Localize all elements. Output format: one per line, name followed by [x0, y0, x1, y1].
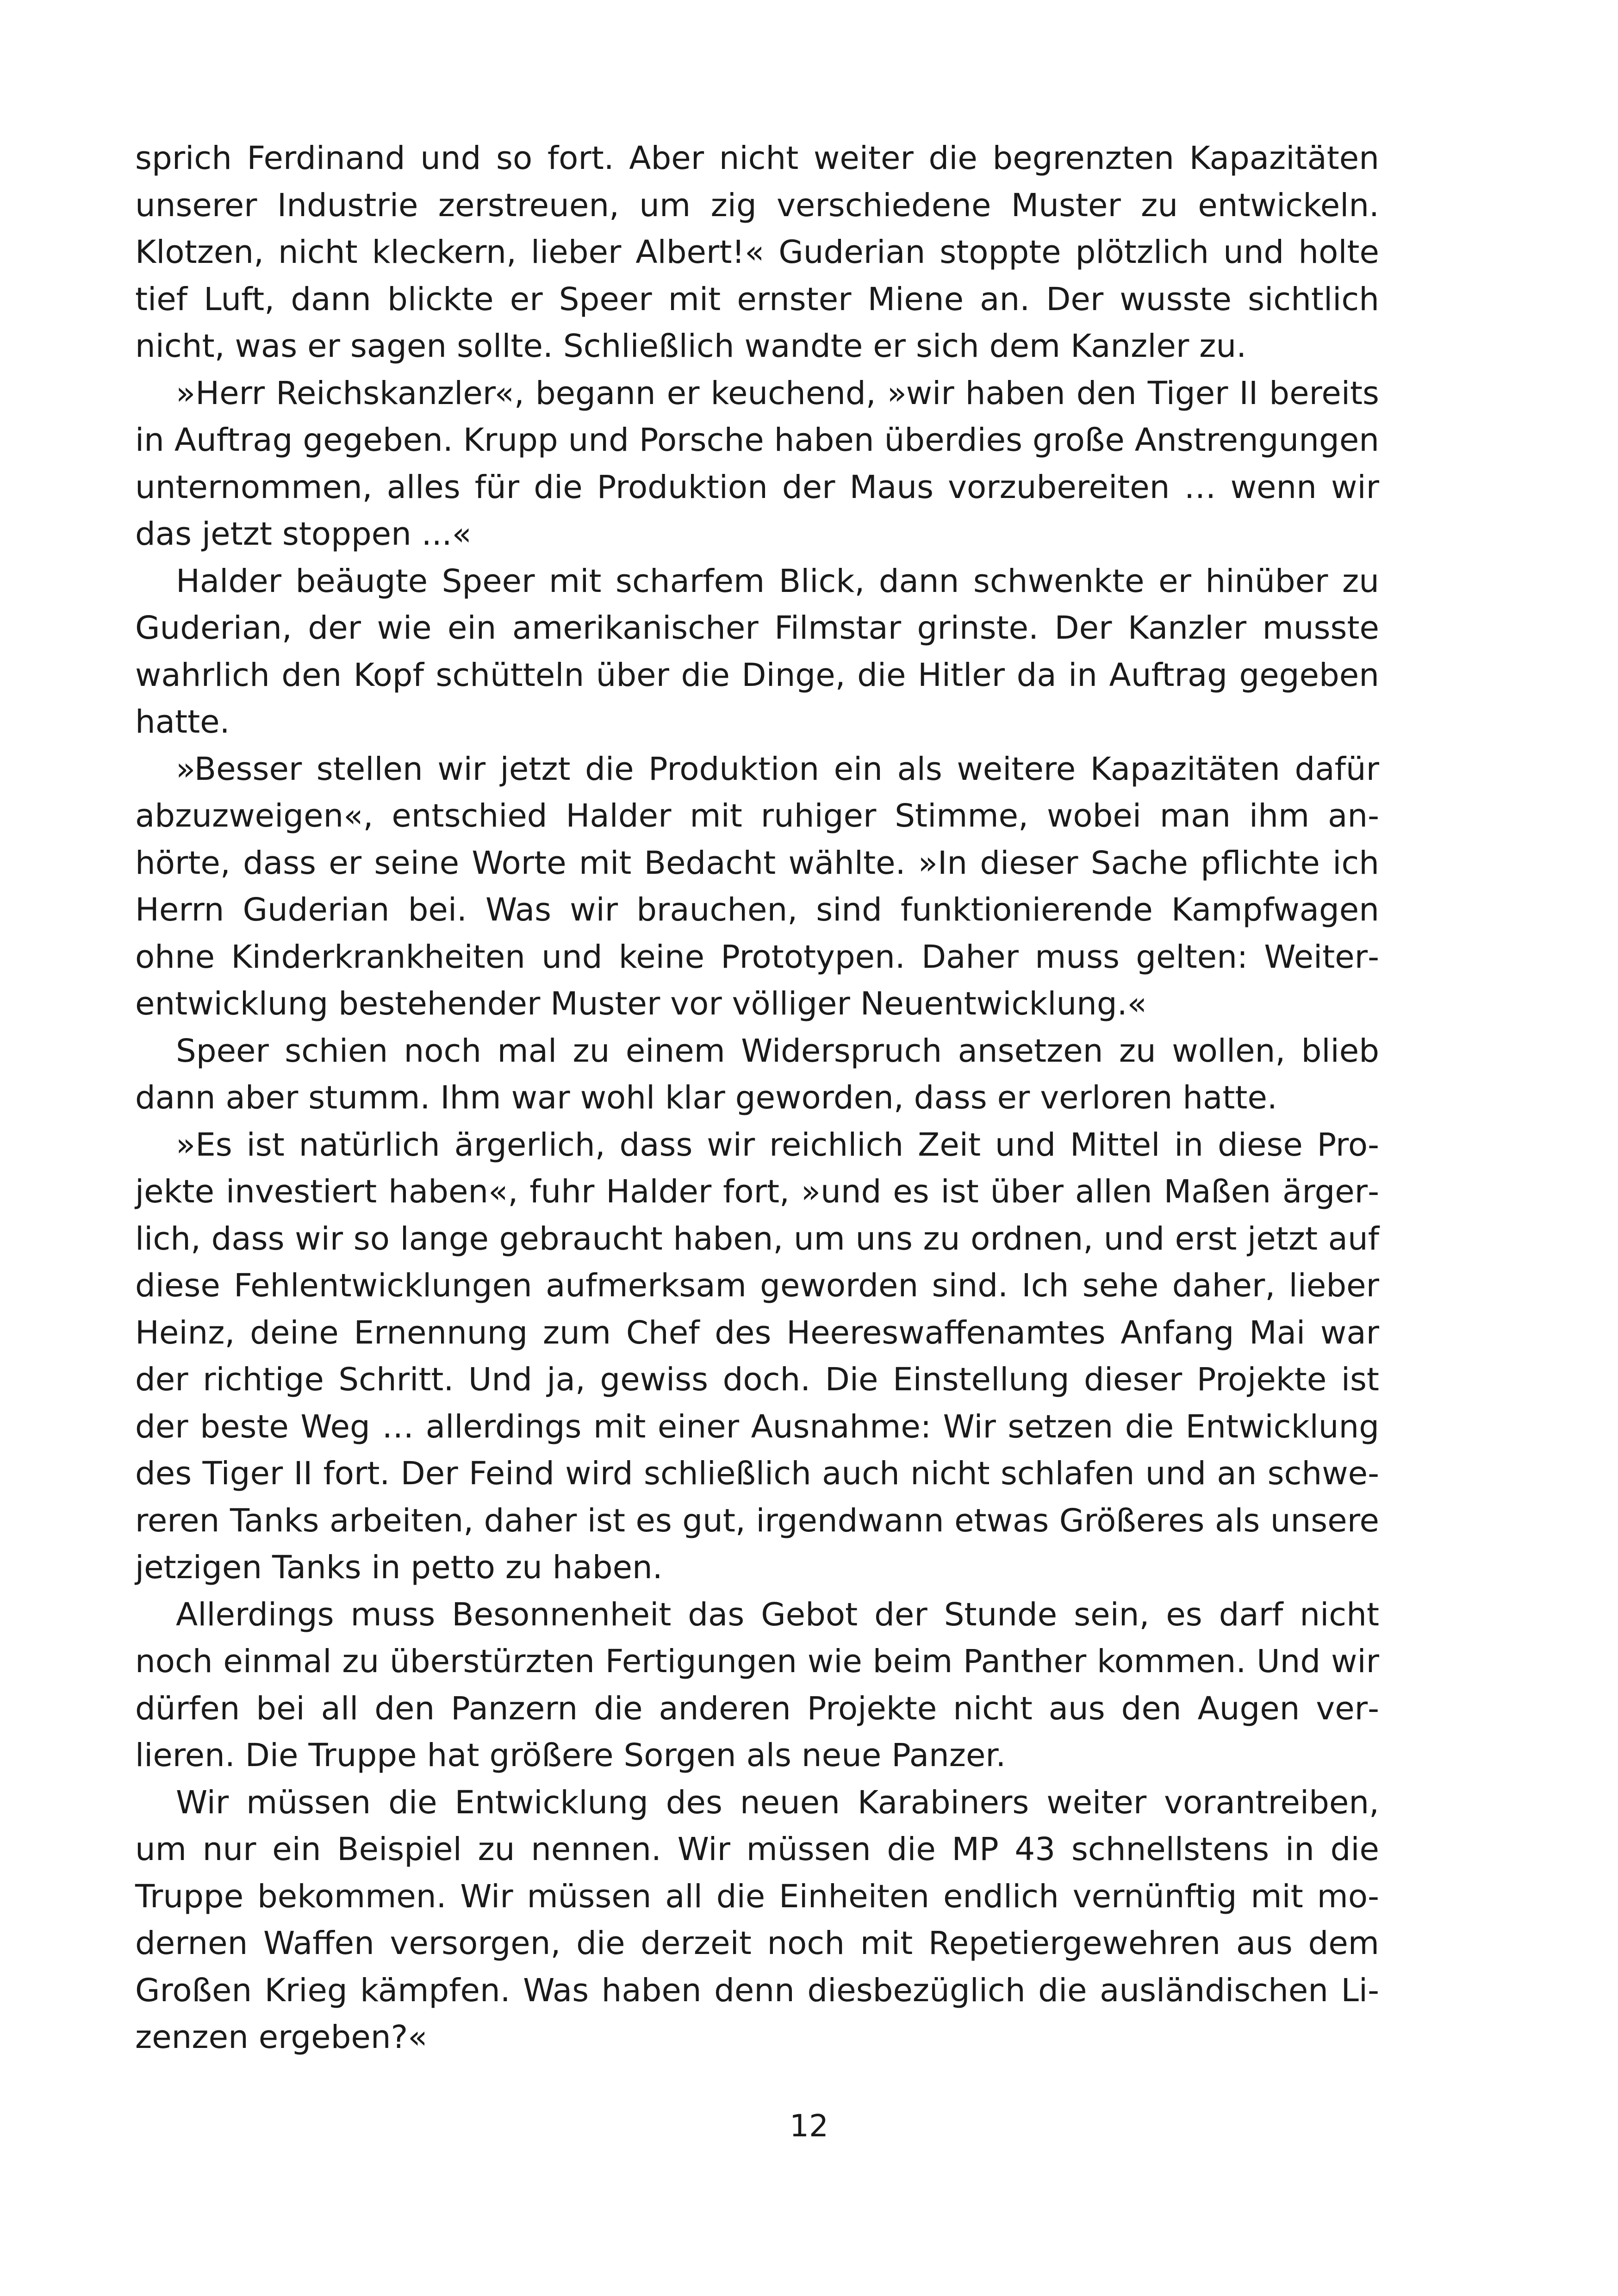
paragraph-5: Speer schien noch mal zu einem Widerspruch ansetzen zu wollen, blieb dann aber stumm. Ihm war wohl klar geworden, dass er verloren hatte.	[135, 1032, 1379, 1116]
paragraph-2: »Herr Reichskanzler«, begann er keuchend, »wir haben den Tiger II bereits in Auftrag gegeben. Krupp und Porsche haben überdies große Anstrengungen unternommen, alles für die Produktion der Maus vorzubereiten … wenn wir das jetzt stoppen ...«	[135, 374, 1379, 553]
page-number: 12	[790, 2108, 828, 2144]
paragraph-1: sprich Ferdinand und so fort. Aber nicht weiter die begrenzten Kapazitäten unserer Industrie zerstreuen, um zig verschiedene Muster zu entwickeln. Klotzen, nicht kleckern, lieber Albert!« Guderian stoppte plötzlich und holte tief Luft, dann blickte er Speer mit ernster Miene an. Der wusste sichtlich nicht, was er sagen sollte. Schließlich wandte er sich dem Kanzler zu.	[135, 140, 1379, 365]
body-text	[135, 135, 1379, 2061]
paragraph-6: »Es ist natürlich ärgerlich, dass wir reichlich Zeit und Mittel in diese Projekte investiert haben«, fuhr Halder fort, »und es ist über allen Maßen ärgerlich, dass wir so lange gebraucht haben, um uns zu ordnen, und erst jetzt auf diese Fehlentwicklungen aufmerksam geworden sind. Ich sehe daher, lieber Heinz, deine Ernennung zum Chef des Heereswaffenamtes Anfang Mai war der richtige Schritt. Und ja, gewiss doch. Die Einstellung dieser Projekte ist der beste Weg … allerdings mit einer Ausnahme: Wir setzen die Entwicklung des Tiger II fort. Der Feind wird schließlich auch nicht schlafen und an schwereren Tanks arbeiten, daher ist es gut, irgendwann etwas Größeres als unsere jetzigen Tanks in petto zu haben.	[135, 1126, 1379, 1586]
paragraph-4: »Besser stellen wir jetzt die Produktion ein als weitere Kapazitäten dafür abzuzweigen«, entschied Halder mit ruhiger Stimme, wobei man ihm anhörte, dass er seine Worte mit Bedacht wählte. »In dieser Sache pflichte ich Herrn Guderian bei. Was wir brauchen, sind funktionierende Kampfwagen ohne Kinderkrankheiten und keine Prototypen. Daher muss gelten: Weiterentwicklung bestehender Muster vor völliger Neuentwicklung.«	[135, 750, 1379, 1022]
paragraph-3: Halder beäugte Speer mit scharfem Blick, dann schwenkte er hinüber zu Guderian, der wie ein amerikanischer Filmstar grinste. Der Kanzler musste wahrlich den Kopf schütteln über die Dinge, die Hitler da in Auftrag gegeben hatte.	[135, 562, 1379, 740]
paragraph-8: Wir müssen die Entwicklung des neuen Karabiners weiter vorantreiben, um nur ein Beispiel zu nennen. Wir müssen die MP 43 schnellstens in die Truppe bekommen. Wir müssen all die Einheiten endlich vernünftig mit modernen Waffen versorgen, die derzeit noch mit Repetiergewehren aus dem Großen Krieg kämpfen. Was haben denn diesbezüglich die ausländischen Lizenzen ergeben?«	[135, 1784, 1379, 2056]
paragraph-7: Allerdings muss Besonnenheit das Gebot der Stunde sein, es darf nicht noch einmal zu überstürzten Fertigungen wie beim Panther kommen. Und wir dürfen bei all den Panzern die anderen Projekte nicht aus den Augen verlieren. Die Truppe hat größere Sorgen als neue Panzer.	[135, 1596, 1379, 1774]
